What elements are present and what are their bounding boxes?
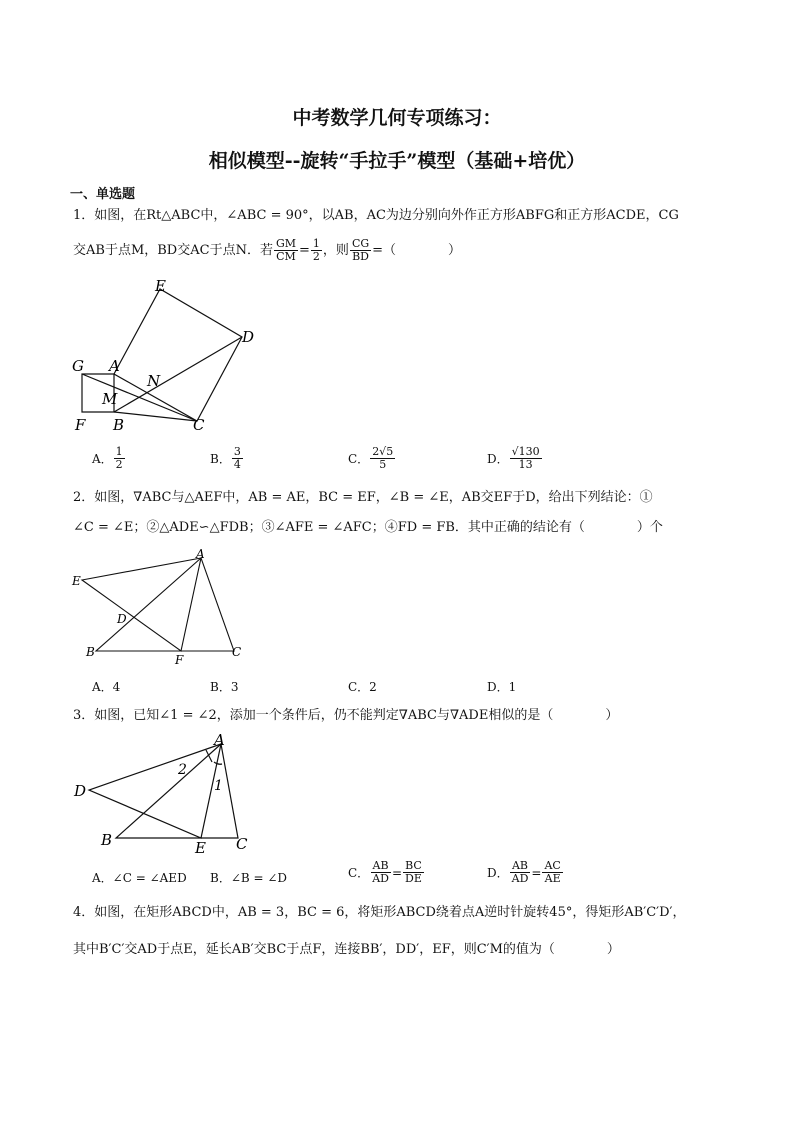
q1-frac3-num: CG xyxy=(351,237,370,250)
q1-option-d[interactable] xyxy=(487,446,543,471)
q3-text: 3．如图，已知∠1 = ∠2，添加一个条件后，仍不能判定∇ABC与∇ADE相似的是（ ） xyxy=(73,708,619,723)
q3-option-c[interactable] xyxy=(348,860,425,885)
q1-label-d: D xyxy=(242,328,255,346)
q1-label-g: G xyxy=(72,357,84,375)
q1-opt-a-frac xyxy=(114,446,125,471)
q3-opt-c1-den: AD xyxy=(372,872,389,885)
q2-figure xyxy=(66,546,256,668)
q4-text-line1: 4．如图，在矩形ABCD中，AB = 3，BC = 6，将矩形ABCD绕着点A逆时针旋转45°，得矩形AB′C′D′， xyxy=(73,905,686,920)
q1-fraction-half xyxy=(311,238,322,263)
q1-opt-d-frac xyxy=(510,446,542,471)
q3-opt-c-label: C． xyxy=(348,866,370,880)
q3-opt-c-frac1 xyxy=(370,860,391,885)
q1-label-a: A xyxy=(109,357,120,375)
q1-option-b[interactable] xyxy=(210,446,244,471)
q1-text-b2: ，则 xyxy=(322,242,349,258)
q1-option-c[interactable] xyxy=(348,446,396,471)
q1-opt-d-num: √130 xyxy=(511,445,540,458)
q1-opt-c-frac xyxy=(370,446,395,471)
q1-eq: = xyxy=(299,242,310,258)
q1-label-n: N xyxy=(147,372,161,390)
q1-text-line1: 1．如图，在Rt△ABC中，∠ABC = 90°，以AB，AC为边分别向外作正方形ABFG和正方形ACDE，CG xyxy=(73,208,679,223)
q3-figure xyxy=(66,728,266,856)
q3-opt-d-eq: = xyxy=(531,865,542,880)
q1-opt-a-den: 2 xyxy=(115,458,123,471)
q3-opt-d-frac1 xyxy=(510,860,531,885)
q1-fraction-gm-cm xyxy=(274,238,298,263)
q3-opt-c-frac2 xyxy=(403,860,424,885)
q3-label-a: A xyxy=(214,731,225,749)
q1-label-b: B xyxy=(113,416,125,434)
q3-label-c: C xyxy=(236,835,248,853)
q1-text-b3: =（ ） xyxy=(372,242,462,258)
q2-label-a: A xyxy=(196,547,205,561)
q2-text-line1: 2．如图，∇ABC与△AEF中，AB = AE，BC = EF，∠B = ∠E，AB交EF于D，给出下列结论：① xyxy=(73,490,653,505)
q3-opt-d2-num: AC xyxy=(544,859,561,872)
q3-opt-d2-den: AE xyxy=(544,872,561,885)
q2-label-f: F xyxy=(175,653,184,667)
q3-option-b[interactable]: B．∠B = ∠D xyxy=(210,871,288,885)
q1-text-b1: 交AB于点M，BD交AC于点N．若 xyxy=(73,242,273,258)
q1-label-e: E xyxy=(155,277,166,295)
q1-opt-a-label: A． xyxy=(92,452,113,466)
q1-frac1-num: GM xyxy=(275,237,297,250)
q1-frac1-den: CM xyxy=(276,250,296,263)
q2-text-line2: ∠C = ∠E；②△ADE∽△FDB；③∠AFE = ∠AFC；④FD = FB．其中正确的结论有（ ）个 xyxy=(73,520,663,535)
q1-opt-b-frac xyxy=(232,446,243,471)
q1-frac3-den: BD xyxy=(352,250,369,263)
q2-label-c: C xyxy=(232,645,242,659)
q3-label-d: D xyxy=(74,782,87,800)
q2-label-b: B xyxy=(86,645,95,659)
q1-opt-d-den: 13 xyxy=(518,458,533,471)
q1-label-m: M xyxy=(102,390,118,408)
q3-opt-c2-den: DE xyxy=(405,872,422,885)
title-line-2: 相似模型--旋转“手拉手”模型（基础+培优） xyxy=(208,150,586,172)
q3-opt-d-label: D． xyxy=(487,866,509,880)
q2-label-d: D xyxy=(117,612,127,626)
q4-text-line2: 其中B′C′交AD于点E，延长AB′交BC于点F，连接BB′，DD′，EF，则C′M的值为（ ） xyxy=(73,942,620,957)
q2-option-a[interactable]: A．4 xyxy=(92,680,121,694)
q3-opt-c-eq: = xyxy=(391,865,403,880)
q3-opt-c1-num: AB xyxy=(372,859,389,872)
q1-label-c: C xyxy=(193,416,205,434)
q2-option-c[interactable]: C．2 xyxy=(348,680,377,694)
q1-opt-b-num: 3 xyxy=(233,445,241,458)
q1-opt-b-den: 4 xyxy=(233,458,241,471)
q1-figure xyxy=(66,276,266,436)
q1-opt-b-label: B． xyxy=(210,452,231,466)
title-line-1: 中考数学几何专项练习： xyxy=(292,107,502,129)
q1-frac2-num: 1 xyxy=(312,237,320,250)
q3-label-angle-1: 1 xyxy=(214,778,223,794)
q3-opt-d1-num: AB xyxy=(511,859,529,872)
q1-fraction-cg-bd xyxy=(350,238,371,263)
q1-option-a[interactable] xyxy=(92,446,126,471)
q3-option-d[interactable] xyxy=(487,860,564,885)
q3-opt-d-frac2 xyxy=(542,860,562,885)
q1-opt-c-den: 5 xyxy=(379,458,387,471)
q2-option-b[interactable]: B．3 xyxy=(210,680,239,694)
q1-opt-c-label: C． xyxy=(348,452,370,466)
q2-label-e: E xyxy=(72,574,81,588)
q1-opt-a-num: 1 xyxy=(115,445,123,458)
q1-text-line2 xyxy=(73,238,461,263)
q1-label-f: F xyxy=(75,416,86,434)
section-heading: 一、单选题 xyxy=(70,187,136,202)
q3-label-e: E xyxy=(195,839,206,856)
q3-opt-d1-den: AD xyxy=(511,872,529,885)
q3-label-b: B xyxy=(101,831,113,849)
q1-opt-c-num: 2√5 xyxy=(372,445,394,458)
q1-frac2-den: 2 xyxy=(312,250,320,263)
q3-opt-c2-num: BC xyxy=(405,859,422,872)
q3-label-angle-2: 2 xyxy=(178,762,187,778)
q1-opt-d-label: D． xyxy=(487,452,509,466)
q3-option-a[interactable]: A．∠C = ∠AED xyxy=(92,871,187,885)
q2-option-d[interactable]: D．1 xyxy=(487,680,517,694)
